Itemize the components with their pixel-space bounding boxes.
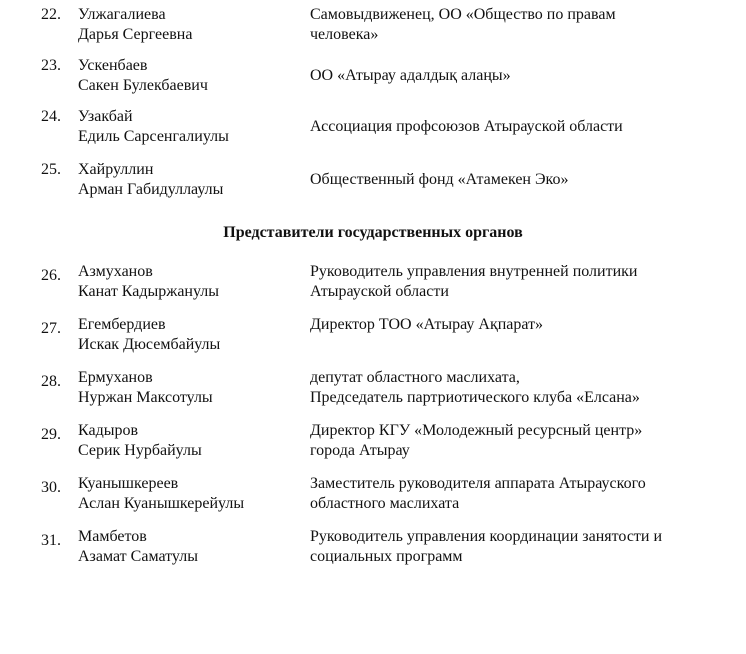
person-surname: Кадыров bbox=[78, 422, 139, 439]
organization-line-1: Руководитель управления внутренней политики bbox=[310, 263, 638, 280]
organization-line-1: ОО «Атырау адалдық алаңы» bbox=[310, 67, 511, 84]
item-number: 26. bbox=[41, 267, 61, 284]
person-given-name: Канат Кадыржанулы bbox=[78, 283, 220, 300]
person-given-name: Дарья Сергеевна bbox=[78, 26, 193, 43]
person-surname: Улжагалиева bbox=[78, 6, 166, 23]
item-number: 30. bbox=[41, 479, 61, 496]
item-number: 31. bbox=[41, 532, 61, 549]
organization-line-1: Заместитель руководителя аппарата Атырауского bbox=[310, 475, 646, 492]
person-name bbox=[78, 315, 298, 355]
item-number: 23. bbox=[41, 57, 61, 74]
organization bbox=[310, 117, 730, 137]
organization-line-2: человека» bbox=[310, 26, 379, 43]
person-surname: Хайруллин bbox=[78, 161, 154, 178]
person-surname: Куанышкереев bbox=[78, 475, 179, 492]
person-name bbox=[78, 421, 298, 461]
organization bbox=[310, 170, 730, 190]
organization bbox=[310, 368, 730, 408]
person-name bbox=[78, 474, 298, 514]
person-given-name: Аслан Куанышкерейулы bbox=[78, 495, 245, 512]
person-name bbox=[78, 160, 298, 200]
item-number: 25. bbox=[41, 161, 61, 178]
organization-line-1: депутат областного маслихата, bbox=[310, 369, 520, 386]
item-number: 22. bbox=[41, 6, 61, 23]
person-surname: Ермуханов bbox=[78, 369, 153, 386]
item-number: 29. bbox=[41, 426, 61, 443]
person-given-name: Сакен Булекбаевич bbox=[78, 77, 208, 94]
organization-line-1: Директор КГУ «Молодежный ресурсный центр» bbox=[310, 422, 643, 439]
person-name bbox=[78, 107, 298, 147]
organization bbox=[310, 315, 730, 335]
person-surname: Ускенбаев bbox=[78, 57, 148, 74]
organization bbox=[310, 262, 730, 302]
organization-line-2: города Атырау bbox=[310, 442, 410, 459]
organization-line-1: Руководитель управления координации занятости и bbox=[310, 528, 663, 545]
person-given-name: Нуржан Максотулы bbox=[78, 389, 213, 406]
person-given-name: Серик Нурбайулы bbox=[78, 442, 202, 459]
person-name bbox=[78, 262, 298, 302]
item-number: 28. bbox=[41, 373, 61, 390]
organization-line-2: Атырауской области bbox=[310, 283, 449, 300]
person-surname: Мамбетов bbox=[78, 528, 147, 545]
person-given-name: Едиль Сарсенгалиулы bbox=[78, 128, 229, 145]
person-given-name: Азамат Саматулы bbox=[78, 548, 198, 565]
person-given-name: Искак Дюсембайулы bbox=[78, 336, 221, 353]
organization bbox=[310, 474, 730, 514]
organization bbox=[310, 527, 730, 567]
person-surname: Азмуханов bbox=[78, 263, 153, 280]
organization-line-2: Председатель партриотического клуба «Елсана» bbox=[310, 389, 640, 406]
person-surname: Егембердиев bbox=[78, 316, 166, 333]
organization-line-1: Ассоциация профсоюзов Атырауской области bbox=[310, 118, 623, 135]
organization-line-2: областного маслихата bbox=[310, 495, 460, 512]
section-heading: Представители государственных органов bbox=[223, 224, 523, 241]
organization bbox=[310, 66, 730, 86]
person-given-name: Арман Габидуллаулы bbox=[78, 181, 224, 198]
person-name bbox=[78, 5, 298, 45]
item-number: 24. bbox=[41, 108, 61, 125]
organization-line-1: Директор ТОО «Атырау Ақпарат» bbox=[310, 316, 544, 333]
person-surname: Узакбай bbox=[78, 108, 133, 125]
organization-line-2: социальных программ bbox=[310, 548, 463, 565]
organization-line-1: Общественный фонд «Атамекен Эко» bbox=[310, 171, 569, 188]
person-name bbox=[78, 527, 298, 567]
organization bbox=[310, 421, 730, 461]
item-number: 27. bbox=[41, 320, 61, 337]
organization-line-1: Самовыдвиженец, ОО «Общество по правам bbox=[310, 6, 616, 23]
person-name bbox=[78, 368, 298, 408]
person-name bbox=[78, 56, 298, 96]
organization bbox=[310, 5, 730, 45]
